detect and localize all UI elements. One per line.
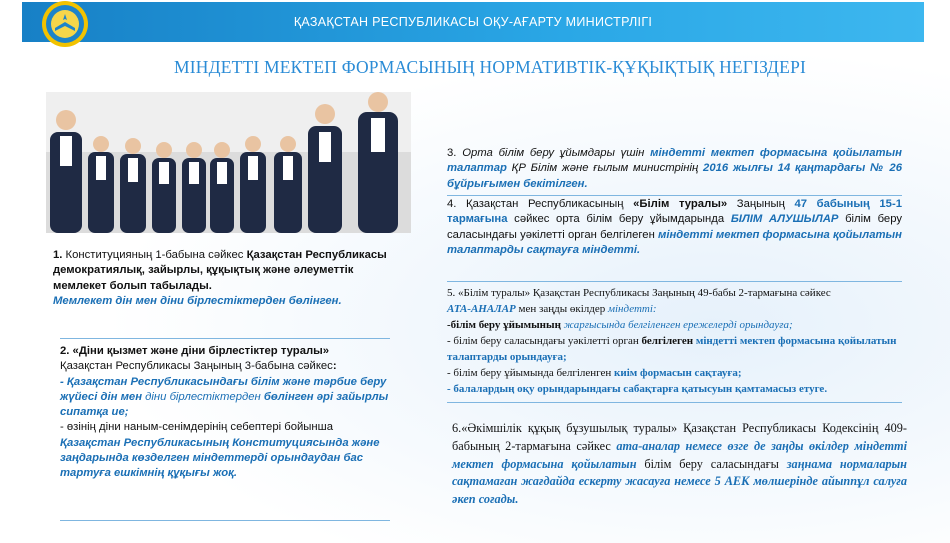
clause-2 xyxy=(60,344,395,481)
clause-4-context: сәйкес орта білім беру ұйымдарында xyxy=(507,213,731,226)
clause-5-item-2c: міндетті мектеп формасына қойылатын талаптарды орындауға; xyxy=(447,334,897,363)
clause-5-item-3a: - білім беру ұйымында белгіленген xyxy=(447,366,615,379)
clause-4-law: «Білім туралы» xyxy=(633,198,728,210)
clause-2-colon: : xyxy=(332,360,337,373)
clause-4-obligation: міндетті мектеп формасына қойылатын талаптарды сақтауға міндетті. xyxy=(447,228,902,256)
clause-2-heading: 2. «Діни қызмет және діни бірлестіктер туралы» xyxy=(60,345,330,357)
clause-4-authority: білім беру саласындағы уәкілетті орган белгілеген xyxy=(447,213,903,241)
ministry-name: ҚАЗАҚСТАН РЕСПУБЛИКАСЫ ОҚУ-АҒАРТУ МИНИСТРЛІГІ xyxy=(293,15,653,29)
clause-5-item-2a: - білім беру саласындағы уәкілетті орган xyxy=(447,334,642,347)
divider xyxy=(60,520,390,521)
clause-5-item-1a: -білім беру ұйымының xyxy=(447,318,564,331)
clause-1-intro: Конституцияның 1-бабына сәйкес xyxy=(62,249,247,261)
clause-4 xyxy=(447,197,902,258)
students-photo xyxy=(46,92,411,233)
clause-5-parents: АТА-АНАЛАР xyxy=(447,302,516,315)
clause-3-requirements: міндетті мектеп формасына қойылатын талаптар xyxy=(447,147,903,175)
clause-6 xyxy=(452,420,907,509)
clause-3-number: 3. xyxy=(447,147,463,159)
clause-2-intro: Қазақстан Республикасы Заңының 3-бабына сәйкес xyxy=(60,360,333,373)
clause-5-item-4: - балалардың оқу орындарындағы сабақтарға қатысуын қамтамасыз етуге. xyxy=(447,382,828,395)
clause-1 xyxy=(53,248,398,309)
clause-5-reps: мен заңды өкілдер xyxy=(515,302,608,315)
clause-6-scope: білім беру саласындағы xyxy=(636,456,787,471)
ministry-emblem-icon xyxy=(36,0,94,50)
clause-2-item-1b: діни бірлестіктерден xyxy=(145,390,261,403)
divider xyxy=(447,281,902,282)
clause-5-item-3b: киім формасын сақтауға; xyxy=(614,366,742,379)
clause-6-penalty: заңнама нормаларын сақтамаған жағдайда ескерту жасауға немесе 5 АЕК мөлшерінде айыппұл салуға әкеп соғады. xyxy=(452,456,907,507)
clause-5-item-1b: жарғысында белгіленген ережелерді орындауға; xyxy=(563,318,793,331)
clause-6-parents: ата-аналар немесе өзге де заңды өкілдер міндетті мектеп формасына қойылатын xyxy=(452,438,907,471)
clause-1-separation: Мемлекет дін мен діни бірлестіктерден бөлінген. xyxy=(53,294,342,307)
clause-4-article: 47 бабының 15-1 тармағына xyxy=(447,198,903,226)
divider xyxy=(447,195,902,196)
clause-6-intro: 6.«Әкімшілік құқық бұзушылық туралы» Қазақстан Республикасы Кодексінің 409-бабының 2-тармағына сәйкес xyxy=(452,421,907,453)
clause-4-students: БІЛІМ АЛУШЫЛАР xyxy=(730,213,839,226)
clause-5 xyxy=(447,286,912,398)
page-title: МІНДЕТТІ МЕКТЕП ФОРМАСЫНЫҢ НОРМАТИВТІК-ҚҰҚЫҚТЫҚ НЕГІЗДЕРІ xyxy=(173,57,807,77)
header-bar xyxy=(22,2,924,42)
clause-1-statement: Қазақстан Республикасы демократиялық, зайырлы, құқықтық және әлеуметтік мемлекет болып табылады. xyxy=(53,249,387,292)
clause-3-subject: Орта білім беру ұйымдары үшін xyxy=(462,147,651,159)
clause-5-item-2b: белгілеген xyxy=(641,334,694,347)
clause-5-intro: 5. «Білім туралы» Қазақстан Республикасы Заңының 49-бабы 2-тармағына сәйкес xyxy=(447,287,831,299)
divider xyxy=(60,338,390,339)
clause-3 xyxy=(447,146,902,192)
clause-2-item-1a: - Қазақстан Республикасындағы білім және тәрбие беру жүйесі дін мен xyxy=(60,375,387,403)
clause-4-law-suffix: Заңының xyxy=(727,198,795,210)
clause-4-intro: 4. Қазақстан Республикасының xyxy=(447,198,634,210)
clause-3-order: 2016 жылғы 14 қаңтардағы № 26 бұйрығымен бекітілген. xyxy=(447,162,902,190)
clause-3-authority: ҚР Білім және ғылым министрінің xyxy=(506,162,704,175)
clause-2-item-2b: Қазақстан Республикасының Конституциясында және заңдарында көзделген міндеттерді орындаудан бас тартуға ешкімнің құқығы жоқ. xyxy=(60,436,380,479)
clause-2-item-2a: - өзінің діни наным-сенімдерінің себептері бойынша xyxy=(60,421,334,434)
divider xyxy=(447,402,902,403)
clause-5-obliged: міндетті: xyxy=(607,302,657,315)
clause-1-number: 1. xyxy=(53,249,63,261)
clause-2-item-1c: бөлінген әрі зайырлы сипатқа ие; xyxy=(60,390,389,418)
